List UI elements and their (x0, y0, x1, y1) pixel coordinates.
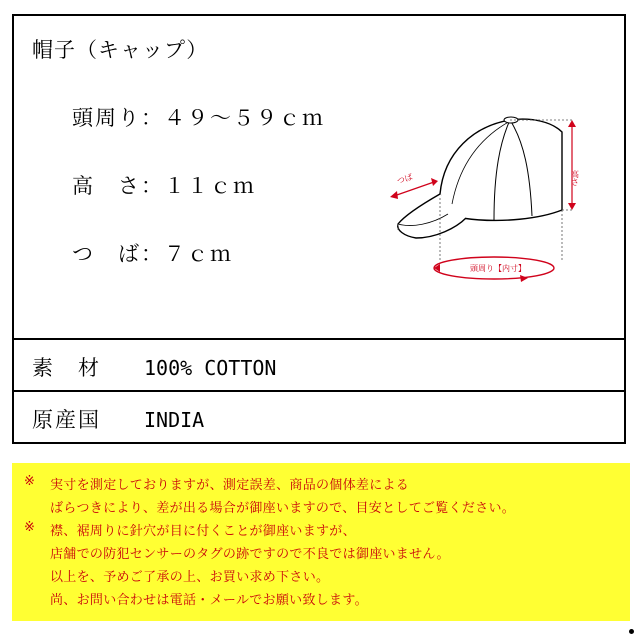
notice-line: 襟、裾周りに針穴が目に付くことが御座いますが、 (50, 524, 356, 539)
arrowhead (390, 191, 398, 199)
circumference-label: 頭周り【内寸】 (470, 264, 526, 273)
corner-dot (629, 629, 634, 634)
origin-label: 原産国 (32, 408, 101, 432)
measurement-value: １１ｃｍ (164, 174, 256, 198)
measurement-value: ７ｃｍ (164, 242, 233, 266)
measurement-label: 高 さ： (72, 174, 164, 198)
cap-diagram (382, 112, 596, 292)
notice-box (12, 463, 630, 621)
measurement-label: 頭周り： (72, 106, 164, 130)
origin-value: INDIA (144, 408, 205, 432)
measurement-height (72, 170, 256, 200)
size-section (14, 16, 624, 340)
spec-table (12, 14, 626, 444)
origin-row (14, 392, 624, 442)
notice-line: 以上を、予めご了承の上、お買い求め下さい。 (50, 570, 330, 585)
measurement-value: ４９～５９ｃｍ (164, 106, 325, 130)
notice-mark: ※ (24, 520, 35, 535)
arrowhead (568, 120, 576, 127)
brim-label: つば (395, 172, 414, 186)
cap-crown-outline (440, 119, 562, 220)
notice-line: 尚、お問い合わせは電話・メールでお願い致します。 (50, 593, 368, 608)
measurement-brim (72, 238, 233, 268)
notice-mark: ※ (24, 474, 35, 489)
arrowhead (520, 275, 528, 282)
material-value: 100% COTTON (144, 356, 277, 380)
arrowhead (431, 178, 438, 186)
measurement-label: つ ば： (72, 242, 164, 266)
arrowhead (568, 203, 576, 210)
material-row (14, 340, 624, 392)
notice-line: ばらつきにより、差が出る場合が御座いますので、目安としてご覧ください。 (50, 501, 516, 516)
notice-line: 店舗での防犯センサーのタグの跡ですので不良では御座いません。 (50, 547, 450, 562)
measurement-head-circumference (72, 102, 325, 132)
notice-line: 実寸を測定しておりますが、測定誤差、商品の個体差による (50, 478, 410, 493)
material-label: 素 材 (32, 356, 101, 380)
height-label: 高さ (570, 170, 580, 186)
product-title: 帽子（キャップ） (32, 38, 209, 62)
